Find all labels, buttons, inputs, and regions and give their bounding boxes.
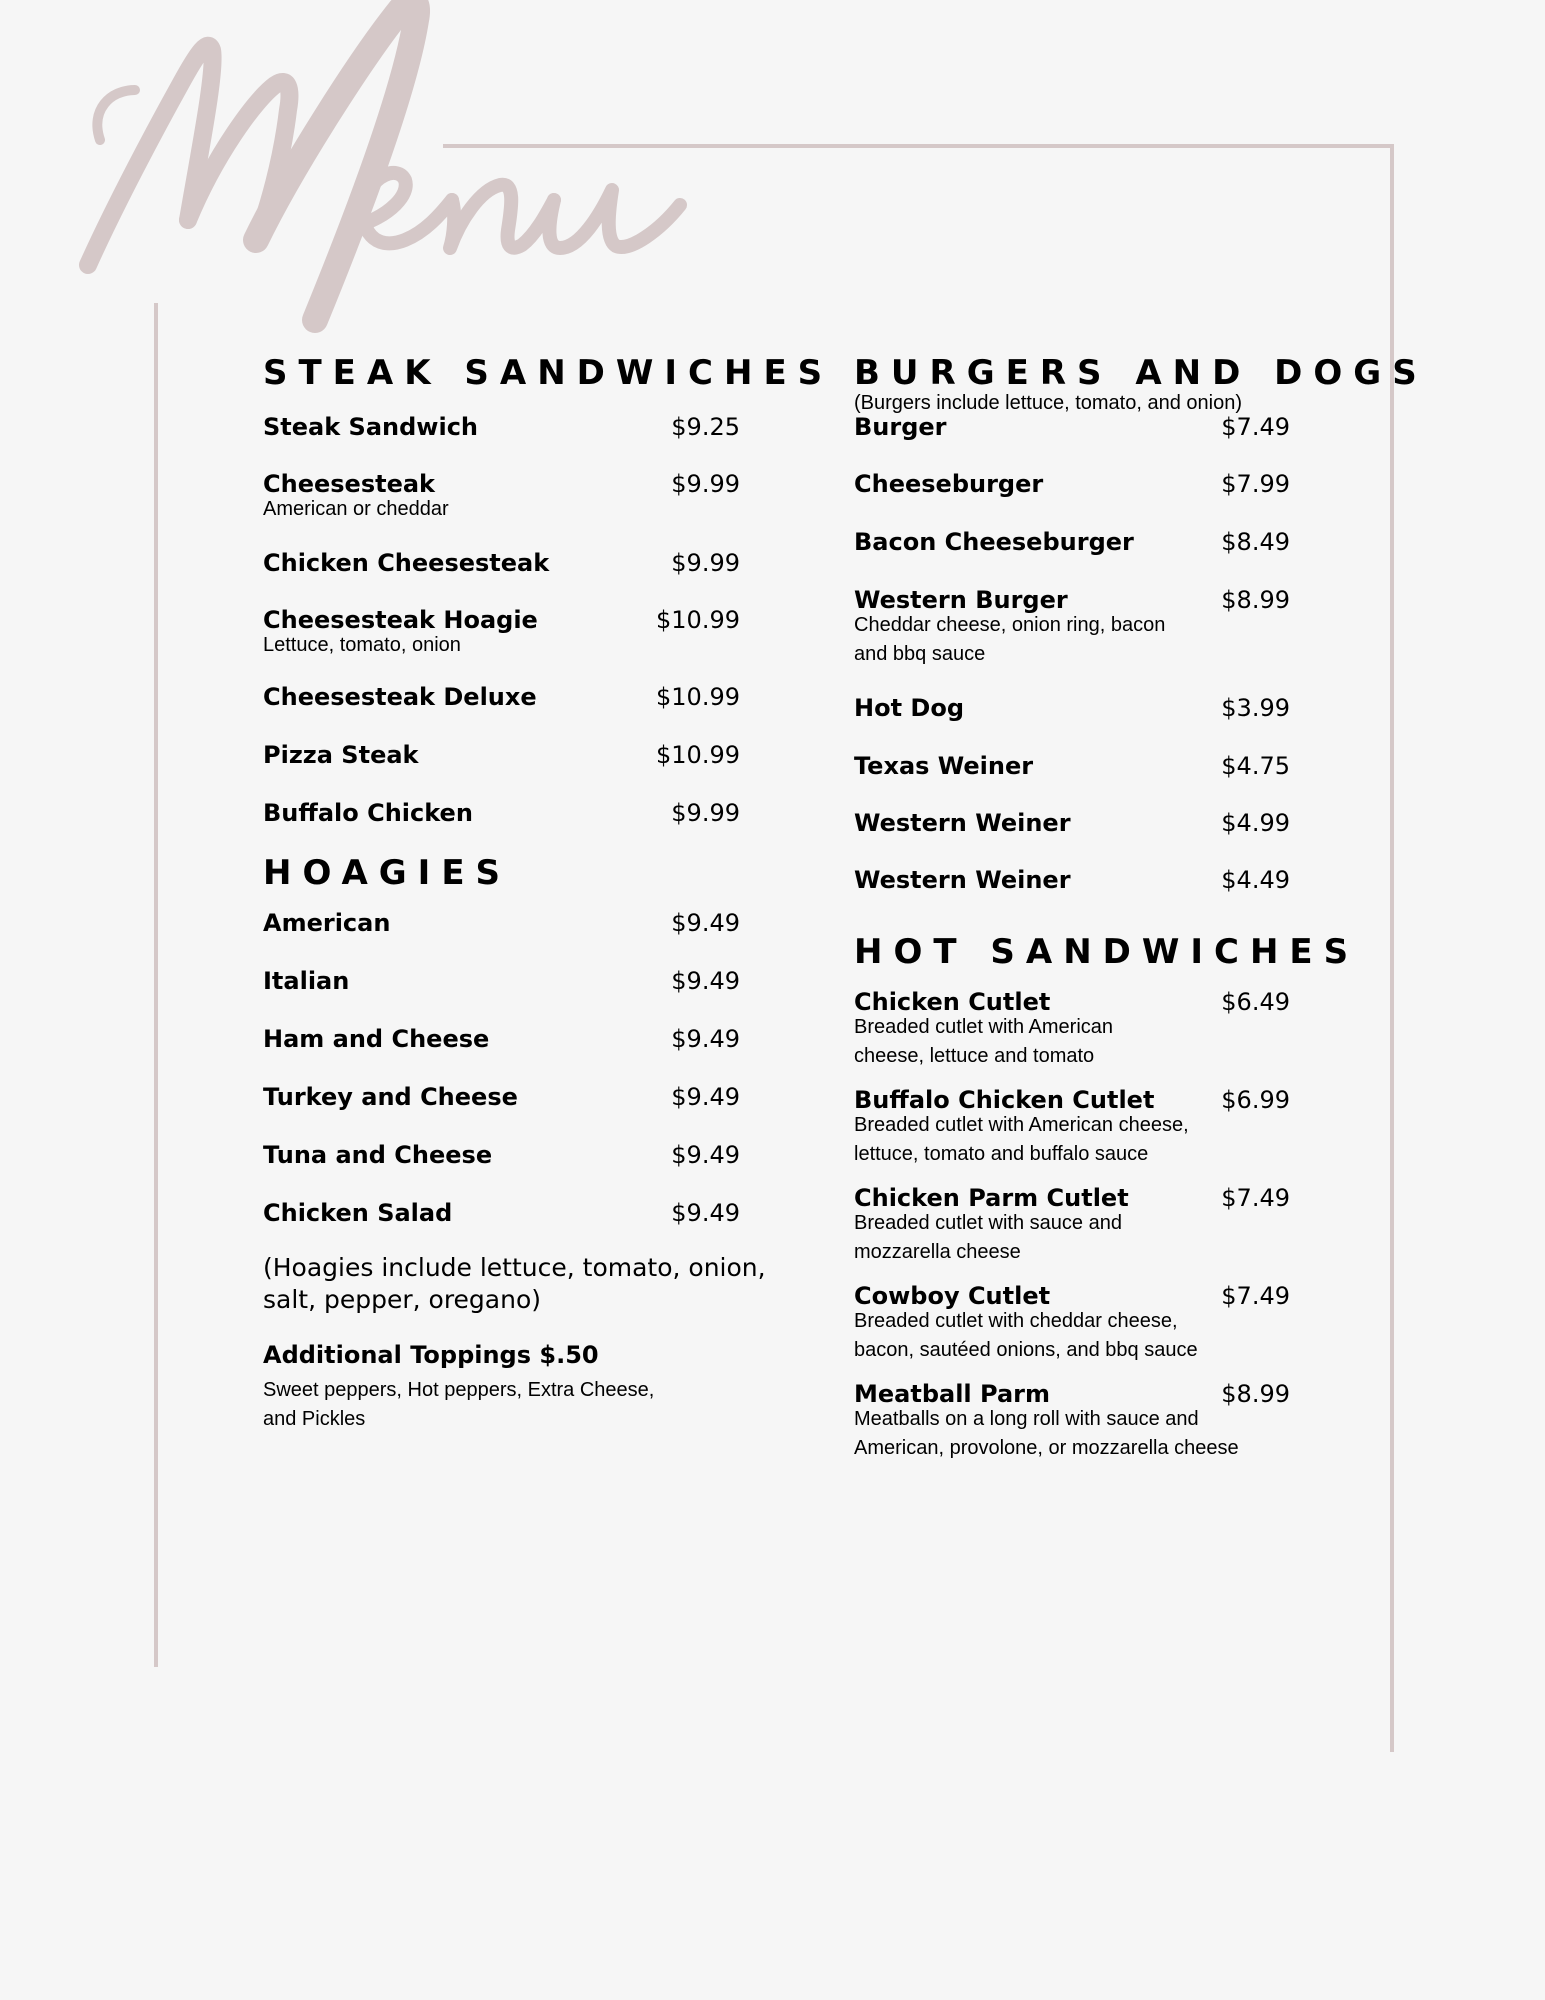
frame-line-left [154,303,158,1667]
item-price: $10.99 [656,683,740,711]
item-name: Western Weiner [854,809,1071,837]
menu-item [263,605,783,660]
item-price: $8.99 [1221,586,1290,614]
menu-item [263,469,783,524]
item-price: $9.49 [671,1199,740,1227]
item-description: Cheddar cheese, onion ring, bacon and bbq sauce [854,614,1166,665]
hot-sandwiches-heading: HOT SANDWICHES [854,932,1360,972]
burgers-note: (Burgers include lettuce, tomato, and onion) [854,392,1242,414]
menu-item [263,1140,783,1170]
item-name: Chicken Parm Cutlet [854,1184,1129,1212]
menu-item [854,1183,1414,1267]
item-name: Meatball Parm [854,1380,1050,1408]
item-description: Breaded cutlet with American cheese, lettuce and tomato [854,1016,1114,1067]
menu-item [854,412,1414,442]
item-name: Buffalo Chicken [263,799,473,827]
menu-item [854,585,1290,669]
item-description: Meatballs on a long roll with sauce and American, provolone, or mozzarella cheese [854,1408,1239,1459]
item-description: Lettuce, tomato, onion [263,634,461,656]
menu-item [263,682,783,712]
item-price: $9.25 [671,413,740,441]
menu-item [854,1379,1414,1463]
toppings-description: Sweet peppers, Hot peppers, Extra Cheese, and Pickles [263,1379,655,1430]
left-column [263,352,834,1434]
menu-item [263,966,783,996]
item-price: $6.99 [1221,1086,1290,1114]
hoagies-heading: HOAGIES [263,853,512,893]
item-name: Cheesesteak [263,470,436,498]
item-price: $7.49 [1221,1282,1290,1310]
item-price: $7.49 [1221,413,1290,441]
item-price: $4.75 [1221,752,1290,780]
menu-item [263,1024,783,1054]
item-name: Western Burger [854,586,1068,614]
item-price: $9.99 [671,799,740,827]
menu-item [263,1082,783,1112]
item-name: Western Weiner [854,866,1071,894]
item-name: Turkey and Cheese [263,1083,518,1111]
menu-item [854,693,1414,723]
menu-item [854,1085,1414,1169]
item-name: Burger [854,413,947,441]
toppings-heading: Additional Toppings $.50 [263,1341,599,1369]
item-price: $9.49 [671,1025,740,1053]
item-name: Pizza Steak [263,741,419,769]
menu-item [854,1281,1414,1365]
item-price: $7.99 [1221,470,1290,498]
item-description: American or cheddar [263,498,449,520]
menu-item [263,908,783,938]
menu-item [854,808,1414,838]
right-column [854,352,1428,1463]
item-name: Ham and Cheese [263,1025,490,1053]
item-name: Chicken Salad [263,1199,453,1227]
item-description: Breaded cutlet with sauce and mozzarella cheese [854,1212,1122,1263]
item-name: Italian [263,967,350,995]
burgers-and-dogs-heading: BURGERS AND DOGS [854,353,1428,393]
item-name: Steak Sandwich [263,413,479,441]
item-name: Cheesesteak Hoagie [263,606,538,634]
menu-script-title [60,0,710,370]
item-name: Chicken Cheesesteak [263,549,550,577]
item-price: $4.49 [1221,866,1290,894]
steak-sandwiches-heading: STEAK SANDWICHES [263,353,834,393]
item-price: $8.49 [1221,528,1290,556]
menu-item [854,469,1414,499]
item-price: $9.49 [671,967,740,995]
item-price: $10.99 [656,606,740,634]
item-name: Cowboy Cutlet [854,1282,1051,1310]
item-name: Bacon Cheeseburger [854,528,1134,556]
item-name: Tuna and Cheese [263,1141,493,1169]
menu-item [263,548,783,578]
menu-item [854,751,1414,781]
item-name: Chicken Cutlet [854,988,1051,1016]
item-price: $3.99 [1221,694,1290,722]
menu-item [263,798,783,828]
menu-item [854,865,1414,895]
item-price: $10.99 [656,741,740,769]
item-price: $7.49 [1221,1184,1290,1212]
menu-item [854,527,1414,557]
menu-item [854,987,1414,1071]
item-price: $8.99 [1221,1380,1290,1408]
item-name: American [263,909,391,937]
menu-item [263,740,783,770]
hoagies-note: (Hoagies include lettuce, tomato, onion, salt, pepper, oregano) [263,1253,766,1314]
menu-item [263,412,783,442]
item-description: Breaded cutlet with American cheese, lettuce, tomato and buffalo sauce [854,1114,1189,1165]
item-price: $4.99 [1221,809,1290,837]
item-price: $9.99 [671,549,740,577]
item-description: Breaded cutlet with cheddar cheese, bacon, sautéed onions, and bbq sauce [854,1310,1198,1361]
item-name: Hot Dog [854,694,964,722]
item-price: $9.49 [671,909,740,937]
item-name: Cheeseburger [854,470,1044,498]
item-name: Texas Weiner [854,752,1034,780]
item-price: $6.49 [1221,988,1290,1016]
menu-item [263,1198,783,1228]
item-name: Cheesesteak Deluxe [263,683,537,711]
item-price: $9.99 [671,470,740,498]
item-price: $9.49 [671,1083,740,1111]
item-price: $9.49 [671,1141,740,1169]
item-name: Buffalo Chicken Cutlet [854,1086,1155,1114]
